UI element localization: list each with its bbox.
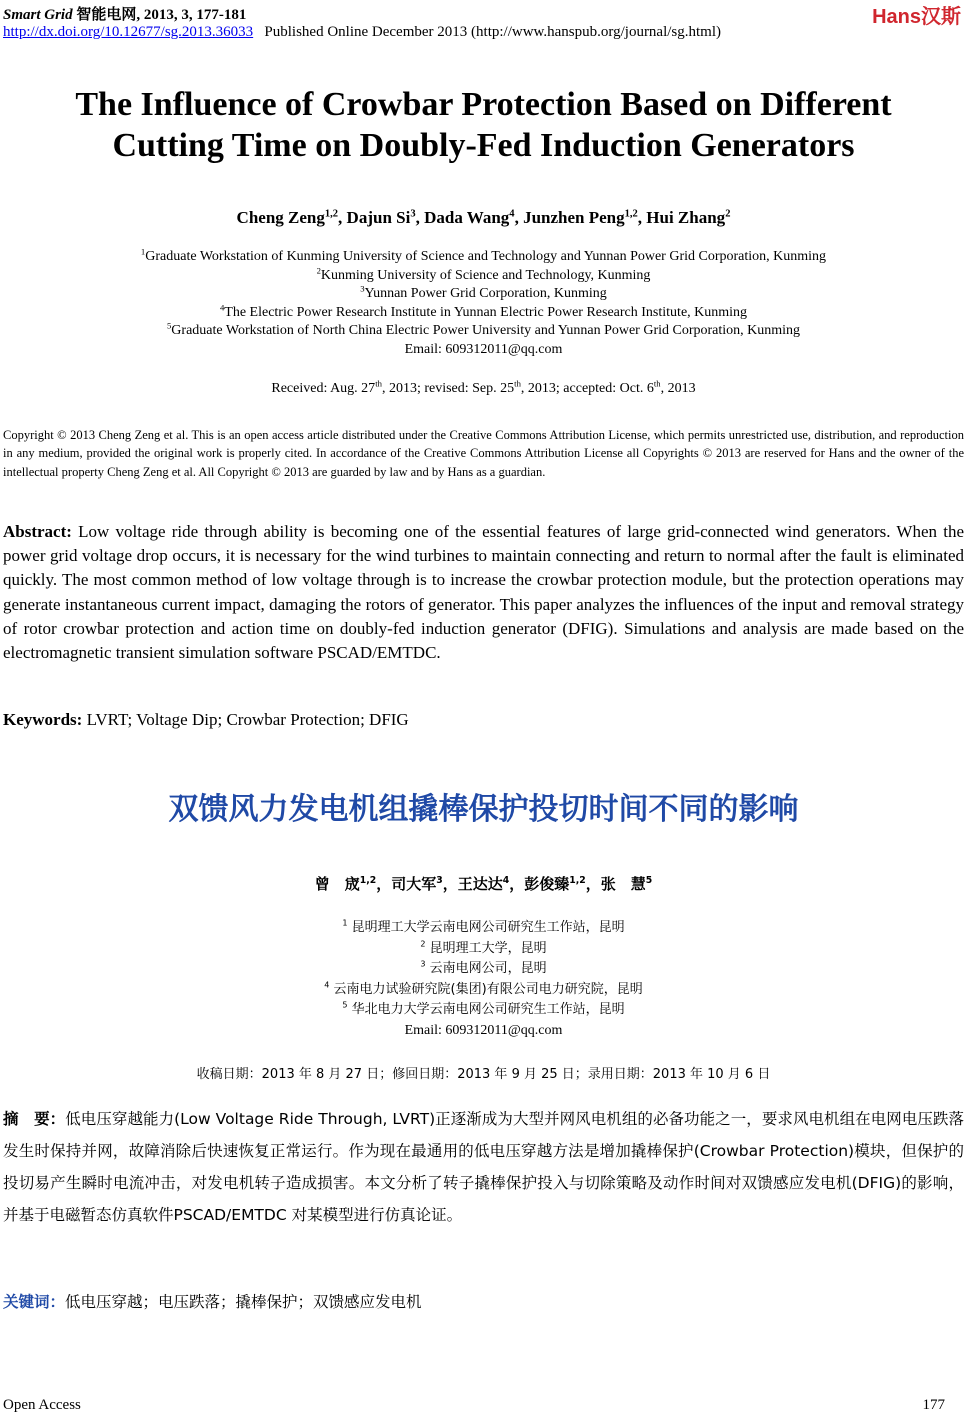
author-2: Dajun Si$^3$, (346, 208, 425, 227)
keywords-english (3, 710, 409, 730)
author-1: Cheng Zeng$^{1,2}$, (236, 208, 347, 227)
keywords-label: 关键词： (3, 1293, 66, 1311)
contact-email: Email: 609312011@qq.com (404, 1022, 563, 1038)
contact-email: Email: 609312011@qq.com (404, 341, 563, 357)
affiliation-item: $^4$The Electric Power Research Institute in Yunnan Electric Power Research Institute, Kunming (219, 302, 748, 320)
doi-link[interactable]: http://dx.doi.org/10.12677/sg.2013.36033 (3, 24, 254, 40)
affiliation-item: $^3$Yunnan Power Grid Corporation, Kunming (360, 283, 607, 302)
abstract-text: 低电压穿越能力(Low Voltage Ride Through, LVRT)正逐渐成为大型并网风电机组的必备功能之一，要求风电机组在电网电压跌落发生时保持并网，故障消除后快速恢复正常运行。作为现在最通用的低电压穿越方法是增加撬棒保护(Crowbar Protection)模块，但保护的投切易产生瞬时电流冲击，对发电机转子造成损害。本文分析了转子撬棒保护投入与切除策略及动作时间对双馈感应发电机(DFIG)的影响，并基于电磁暂态仿真软件PSCAD/EMTDC 对某模型进行仿真论证。 (3, 1110, 964, 1224)
keywords-text: LVRT; Voltage Dip; Crowbar Protection; DFIG (82, 710, 409, 729)
title-line-1: The Influence of Crowbar Protection Based on Different (75, 86, 892, 123)
author-4: 彭俊臻$^{1,2}$， (524, 875, 601, 893)
author-1: 曾 宬$^{1,2}$， (314, 875, 392, 893)
header-publication-line (3, 24, 721, 41)
abstract-english (3, 520, 964, 665)
author-list-chinese (0, 873, 967, 894)
journal-name: Smart Grid (3, 7, 73, 23)
author-5: Hui Zhang$^2$ (646, 208, 731, 227)
received-dates-english: Received: Aug. 27th, 2013; revised: Sep. 25th, 2013; accepted: Oct. 6th, 2013 (271, 378, 696, 396)
affiliation-item: $^2$ 昆明理工大学，昆明 (420, 939, 547, 956)
affiliations-chinese (0, 918, 967, 1042)
author-4: Junzhen Peng$^{1,2}$, (523, 208, 647, 227)
affiliations-english (0, 248, 967, 360)
author-list-english (0, 208, 967, 228)
journal-header (3, 3, 246, 24)
author-3: Dada Wang$^4$, (424, 208, 524, 227)
author-2: 司大军$^3$， (391, 875, 458, 893)
journal-info: 智能电网, 2013, 3, 177-181 (72, 7, 247, 23)
keywords-text: 低电压穿越；电压跌落；撬棒保护；双馈感应发电机 (65, 1293, 422, 1311)
affiliation-item: $^4$ 云南电力试验研究院(集团)有限公司电力研究院，昆明 (324, 980, 643, 997)
abstract-label: Abstract: (3, 522, 72, 541)
received-dates-chinese: 收稿日期：2013 年 8 月 27 日；修回日期：2013 年 9 月 25 日；录用日期：2013 年 10 月 6 日 (196, 1067, 771, 1082)
copyright-notice: Copyright © 2013 Cheng Zeng et al. This is an open access article distributed under the Creative Commons Attribution License, which permits unrestricted use, distribution, and reproduction in any medium, provided the original work is properly cited. In accordance of the Creative Commons Attribution License all Copyrights © 2013 are reserved for Hans and the owner of the intellectual property Cheng Zeng et al. All Copyright © 2013 are guarded by law and by Hans as a guardian. (3, 428, 964, 479)
abstract-label: 摘 要： (3, 1110, 66, 1128)
affiliation-item: $^5$ 华北电力大学云南电网公司研究生工作站，昆明 (342, 1001, 625, 1018)
abstract-chinese (3, 1103, 964, 1231)
author-5: 张 慧$^5$ (600, 875, 653, 893)
publisher-logo: Hans汉斯 (872, 6, 961, 28)
affiliation-item: $^5$Graduate Workstation of North China Electric Power University and Yunnan Power Grid Corporation, Kunming (166, 320, 801, 339)
keywords-chinese (3, 1290, 422, 1312)
affiliation-item: $^1$Graduate Workstation of Kunming University of Science and Technology and Yunnan Power Grid Corporation, Kunming (140, 246, 827, 264)
affiliation-item: $^3$ 云南电网公司，昆明 (420, 959, 547, 977)
affiliation-item: $^2$Kunming University of Science and Technology, Kunming (316, 264, 651, 283)
abstract-text: Low voltage ride through ability is becoming one of the essential features of large grid-connected wind generators. When the power grid voltage drop occurs, it is necessary for the wind turbines to maintain connecting and return to normal after the fault is eliminated quickly. The most common method of low voltage through is to increase the crowbar protection module, but the protection operations may generate instantaneous current impact, damaging the rotors of generator. This paper analyzes the influences of the input and removal strategy of rotor crowbar protection and action time on doubly-fed induction generator (DFIG). Simulations and analysis are made based on the electromagnetic transient simulation software PSCAD/EMTDC. (3, 522, 964, 663)
paper-title-english (0, 84, 967, 166)
open-access-label: Open Access (3, 1397, 81, 1413)
affiliation-item: $^1$ 昆明理工大学云南电网公司研究生工作站，昆明 (342, 918, 625, 935)
title-line-2: Cutting Time on Doubly-Fed Induction Generators (112, 127, 855, 164)
author-3: 王达达$^4$， (457, 875, 525, 893)
page-number: 177 (922, 1397, 945, 1413)
keywords-label: Keywords: (3, 710, 83, 729)
published-online: Published Online December 2013 (http://www.hanspub.org/journal/sg.html) (264, 24, 722, 40)
paper-title-chinese: 双馈风力发电机组撬棒保护投切时间不同的影响 (168, 792, 799, 827)
